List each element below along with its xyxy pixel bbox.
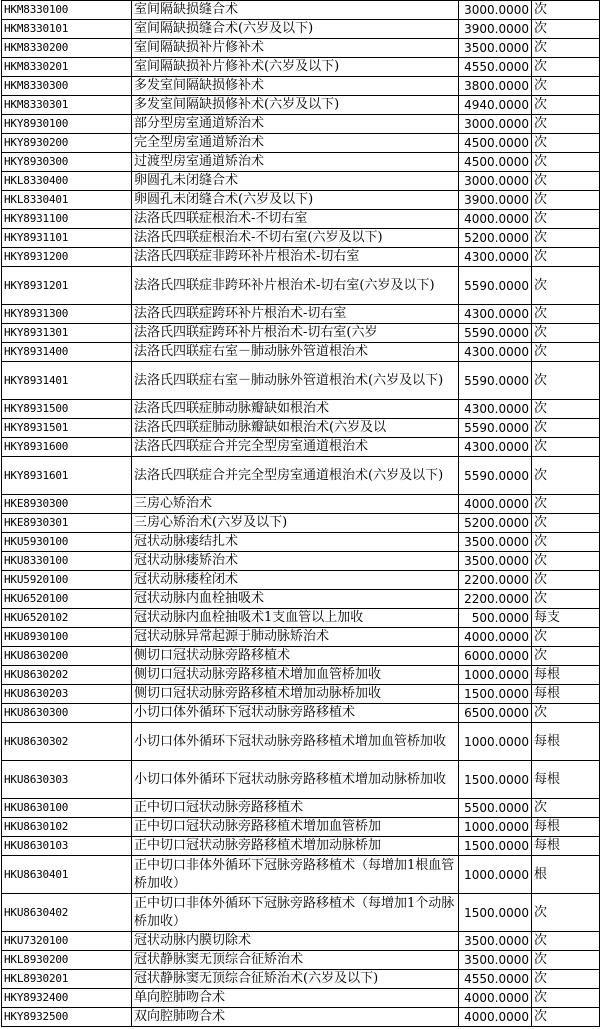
item-price-cell: 4300.0000 <box>459 305 532 324</box>
table-row <box>2 837 600 856</box>
item-code-cell: HKU8630303 <box>2 761 132 799</box>
item-price-cell: 1000.0000 <box>459 818 532 837</box>
item-price-cell: 3500.0000 <box>459 932 532 951</box>
item-unit-cell: 次 <box>532 324 600 343</box>
item-code-cell: HKU6520102 <box>2 609 132 628</box>
item-price-cell: 4000.0000 <box>459 210 532 229</box>
item-price-cell: 3000.0000 <box>459 115 532 134</box>
table-row <box>2 894 600 932</box>
item-price-cell: 6000.0000 <box>459 647 532 666</box>
item-price-cell: 4300.0000 <box>459 438 532 457</box>
item-code-cell: HKY8931401 <box>2 362 132 400</box>
item-code-cell: HKU8630203 <box>2 685 132 704</box>
item-unit-cell: 每根 <box>532 685 600 704</box>
item-code-cell: HKU8630401 <box>2 856 132 894</box>
item-price-cell: 1500.0000 <box>459 894 532 932</box>
table-row <box>2 153 600 172</box>
item-code-cell: HKY8931201 <box>2 267 132 305</box>
item-price-cell: 2200.0000 <box>459 590 532 609</box>
item-price-cell: 5590.0000 <box>459 457 532 495</box>
item-price-cell: 500.0000 <box>459 609 532 628</box>
item-unit-cell: 每根 <box>532 837 600 856</box>
item-unit-cell: 次 <box>532 495 600 514</box>
table-row <box>2 495 600 514</box>
table-row <box>2 685 600 704</box>
item-code-cell: HKL8330401 <box>2 191 132 210</box>
item-code-cell: HKU8630302 <box>2 723 132 761</box>
item-code-cell: HKU5920100 <box>2 571 132 590</box>
item-name-cell: 法洛氏四联症右室－肺动脉外管道根治术 <box>132 343 459 362</box>
item-unit-cell: 次 <box>532 210 600 229</box>
item-price-cell: 4300.0000 <box>459 343 532 362</box>
table-row <box>2 457 600 495</box>
item-code-cell: HKY8930200 <box>2 134 132 153</box>
table-row <box>2 571 600 590</box>
table-row <box>2 818 600 837</box>
item-name-cell: 正中切口冠状动脉旁路移植术增加动脉桥加 <box>132 837 459 856</box>
item-price-cell: 3900.0000 <box>459 20 532 39</box>
item-name-cell: 冠状静脉窦无顶综合征矫治术 <box>132 951 459 970</box>
item-price-cell: 1500.0000 <box>459 837 532 856</box>
item-name-cell: 冠状动脉瘘栓闭术 <box>132 571 459 590</box>
table-row <box>2 134 600 153</box>
table-row <box>2 761 600 799</box>
item-code-cell: HKY8931500 <box>2 400 132 419</box>
item-price-cell: 5590.0000 <box>459 362 532 400</box>
item-name-cell: 法洛氏四联症跨环补片根治术-切右室(六岁 <box>132 324 459 343</box>
item-unit-cell: 次 <box>532 989 600 1008</box>
item-price-cell: 2200.0000 <box>459 571 532 590</box>
item-unit-cell: 次 <box>532 229 600 248</box>
item-code-cell: HKY8930100 <box>2 115 132 134</box>
item-unit-cell: 次 <box>532 96 600 115</box>
item-code-cell: HKY8931300 <box>2 305 132 324</box>
table-row <box>2 438 600 457</box>
item-unit-cell: 次 <box>532 58 600 77</box>
table-row <box>2 305 600 324</box>
item-name-cell: 卵圆孔未闭缝合术 <box>132 172 459 191</box>
item-code-cell: HKM8330100 <box>2 1 132 20</box>
item-code-cell: HKU8930100 <box>2 628 132 647</box>
item-price-cell: 3500.0000 <box>459 39 532 58</box>
table-row <box>2 248 600 267</box>
item-price-cell: 4550.0000 <box>459 970 532 989</box>
item-unit-cell: 次 <box>532 77 600 96</box>
item-code-cell: HKL8930201 <box>2 970 132 989</box>
item-price-cell: 4300.0000 <box>459 400 532 419</box>
table-row <box>2 951 600 970</box>
item-unit-cell: 次 <box>532 932 600 951</box>
item-name-cell: 多发室间隔缺损修补术(六岁及以下) <box>132 96 459 115</box>
item-name-cell: 冠状动脉瘘结扎术 <box>132 533 459 552</box>
table-row <box>2 96 600 115</box>
item-code-cell: HKY8930300 <box>2 153 132 172</box>
item-code-cell: HKL8330400 <box>2 172 132 191</box>
item-price-cell: 3000.0000 <box>459 172 532 191</box>
item-name-cell: 小切口体外循环下冠状动脉旁路移植术增加动脉桥加收 <box>132 761 459 799</box>
table-row <box>2 20 600 39</box>
item-unit-cell: 次 <box>532 533 600 552</box>
item-unit-cell: 次 <box>532 970 600 989</box>
item-price-cell: 4000.0000 <box>459 1008 532 1027</box>
item-name-cell: 侧切口冠状动脉旁路移植术增加动脉桥加收 <box>132 685 459 704</box>
item-name-cell: 冠状动脉异常起源于肺动脉矫治术 <box>132 628 459 647</box>
item-code-cell: HKM8330201 <box>2 58 132 77</box>
table-row <box>2 552 600 571</box>
item-unit-cell: 次 <box>532 799 600 818</box>
table-row <box>2 1008 600 1027</box>
item-name-cell: 正中切口非体外循环下冠脉旁路移植术（每增加1个动脉桥加收） <box>132 894 459 932</box>
table-row <box>2 723 600 761</box>
item-price-cell: 5590.0000 <box>459 419 532 438</box>
item-code-cell: HKU8630402 <box>2 894 132 932</box>
table-row <box>2 343 600 362</box>
item-name-cell: 小切口体外循环下冠状动脉旁路移植术增加血管桥加收 <box>132 723 459 761</box>
item-name-cell: 部分型房室通道矫治术 <box>132 115 459 134</box>
fee-table-body <box>2 1 600 1027</box>
item-price-cell: 5200.0000 <box>459 514 532 533</box>
item-code-cell: HKE8930300 <box>2 495 132 514</box>
item-unit-cell: 次 <box>532 951 600 970</box>
table-row <box>2 324 600 343</box>
item-name-cell: 冠状动脉内血栓抽吸术1支血管以上加收 <box>132 609 459 628</box>
item-code-cell: HKU5930100 <box>2 533 132 552</box>
item-unit-cell: 次 <box>532 267 600 305</box>
item-name-cell: 多发室间隔缺损修补术 <box>132 77 459 96</box>
table-row <box>2 666 600 685</box>
table-row <box>2 172 600 191</box>
item-price-cell: 3900.0000 <box>459 191 532 210</box>
item-name-cell: 法洛氏四联症合并完全型房室通道根治术 <box>132 438 459 457</box>
item-price-cell: 5200.0000 <box>459 229 532 248</box>
item-unit-cell: 次 <box>532 153 600 172</box>
item-name-cell: 过渡型房室通道矫治术 <box>132 153 459 172</box>
item-unit-cell: 次 <box>532 628 600 647</box>
table-row <box>2 989 600 1008</box>
item-name-cell: 法洛氏四联症肺动脉瓣缺如根治术(六岁及以 <box>132 419 459 438</box>
item-code-cell: HKU6520100 <box>2 590 132 609</box>
table-row <box>2 210 600 229</box>
item-code-cell: HKU8330100 <box>2 552 132 571</box>
item-price-cell: 4000.0000 <box>459 989 532 1008</box>
table-row <box>2 58 600 77</box>
item-name-cell: 法洛氏四联症根治术-不切右室 <box>132 210 459 229</box>
item-code-cell: HKY8931501 <box>2 419 132 438</box>
item-code-cell: HKM8330101 <box>2 20 132 39</box>
table-row <box>2 362 600 400</box>
item-price-cell: 4500.0000 <box>459 134 532 153</box>
item-name-cell: 卵圆孔未闭缝合术(六岁及以下) <box>132 191 459 210</box>
table-row <box>2 267 600 305</box>
table-row <box>2 856 600 894</box>
item-name-cell: 冠状动脉内血栓抽吸术 <box>132 590 459 609</box>
table-row <box>2 419 600 438</box>
item-price-cell: 3800.0000 <box>459 77 532 96</box>
table-row <box>2 799 600 818</box>
item-code-cell: HKE8930301 <box>2 514 132 533</box>
item-unit-cell: 次 <box>532 552 600 571</box>
item-unit-cell: 次 <box>532 571 600 590</box>
table-row <box>2 115 600 134</box>
item-unit-cell: 次 <box>532 343 600 362</box>
item-name-cell: 侧切口冠状动脉旁路移植术 <box>132 647 459 666</box>
item-name-cell: 侧切口冠状动脉旁路移植术增加血管桥加收 <box>132 666 459 685</box>
item-name-cell: 室间隔缺损缝合术 <box>132 1 459 20</box>
item-unit-cell: 每根 <box>532 723 600 761</box>
item-price-cell: 1500.0000 <box>459 761 532 799</box>
table-row <box>2 191 600 210</box>
item-code-cell: HKY8931400 <box>2 343 132 362</box>
item-name-cell: 正中切口非体外循环下冠脉旁路移植术（每增加1根血管桥加收） <box>132 856 459 894</box>
item-name-cell: 室间隔缺损补片修补术(六岁及以下) <box>132 58 459 77</box>
item-name-cell: 双向腔肺吻合术 <box>132 1008 459 1027</box>
item-name-cell: 法洛氏四联症非跨环补片根治术-切右室 <box>132 248 459 267</box>
fee-table <box>1 0 600 1027</box>
item-unit-cell: 次 <box>532 400 600 419</box>
item-name-cell: 正中切口冠状动脉旁路移植术增加血管桥加 <box>132 818 459 837</box>
item-name-cell: 冠状动脉内膜切除术 <box>132 932 459 951</box>
item-unit-cell: 次 <box>532 20 600 39</box>
item-code-cell: HKM8330300 <box>2 77 132 96</box>
item-price-cell: 4300.0000 <box>459 248 532 267</box>
item-price-cell: 6500.0000 <box>459 704 532 723</box>
item-unit-cell: 次 <box>532 894 600 932</box>
item-price-cell: 4550.0000 <box>459 58 532 77</box>
item-unit-cell: 次 <box>532 1 600 20</box>
table-row <box>2 704 600 723</box>
item-code-cell: HKL8930200 <box>2 951 132 970</box>
item-price-cell: 5590.0000 <box>459 324 532 343</box>
item-unit-cell: 次 <box>532 514 600 533</box>
item-code-cell: HKU8630300 <box>2 704 132 723</box>
item-name-cell: 室间隔缺损缝合术(六岁及以下) <box>132 20 459 39</box>
item-code-cell: HKU8630103 <box>2 837 132 856</box>
item-name-cell: 小切口体外循环下冠状动脉旁路移植术 <box>132 704 459 723</box>
item-code-cell: HKY8931601 <box>2 457 132 495</box>
table-row <box>2 514 600 533</box>
table-row <box>2 229 600 248</box>
item-name-cell: 法洛氏四联症肺动脉瓣缺如根治术 <box>132 400 459 419</box>
item-code-cell: HKY8931301 <box>2 324 132 343</box>
item-unit-cell: 每根 <box>532 818 600 837</box>
item-price-cell: 3000.0000 <box>459 1 532 20</box>
item-unit-cell: 次 <box>532 647 600 666</box>
item-unit-cell: 次 <box>532 248 600 267</box>
item-name-cell: 冠状静脉窦无顶综合征矫治术(六岁及以下) <box>132 970 459 989</box>
item-price-cell: 3500.0000 <box>459 552 532 571</box>
item-code-cell: HKU8630202 <box>2 666 132 685</box>
item-unit-cell: 每支 <box>532 609 600 628</box>
item-name-cell: 法洛氏四联症跨环补片根治术-切右室 <box>132 305 459 324</box>
item-unit-cell: 次 <box>532 457 600 495</box>
item-unit-cell: 次 <box>532 704 600 723</box>
item-code-cell: HKY8931101 <box>2 229 132 248</box>
item-code-cell: HKY8931100 <box>2 210 132 229</box>
item-name-cell: 法洛氏四联症非跨环补片根治术-切右室(六岁及以下) <box>132 267 459 305</box>
item-name-cell: 正中切口冠状动脉旁路移植术 <box>132 799 459 818</box>
item-unit-cell: 每根 <box>532 761 600 799</box>
item-name-cell: 冠状动脉瘘矫治术 <box>132 552 459 571</box>
item-price-cell: 3500.0000 <box>459 951 532 970</box>
item-name-cell: 法洛氏四联症根治术-不切右室(六岁及以下) <box>132 229 459 248</box>
table-row <box>2 77 600 96</box>
item-unit-cell: 根 <box>532 856 600 894</box>
table-row <box>2 590 600 609</box>
table-row <box>2 932 600 951</box>
item-unit-cell: 次 <box>532 362 600 400</box>
item-unit-cell: 次 <box>532 1008 600 1027</box>
item-unit-cell: 次 <box>532 172 600 191</box>
table-row <box>2 647 600 666</box>
table-row <box>2 970 600 989</box>
table-row <box>2 400 600 419</box>
item-name-cell: 室间隔缺损补片修补术 <box>132 39 459 58</box>
item-code-cell: HKU7320100 <box>2 932 132 951</box>
item-unit-cell: 次 <box>532 419 600 438</box>
item-price-cell: 4000.0000 <box>459 628 532 647</box>
item-price-cell: 5590.0000 <box>459 267 532 305</box>
item-unit-cell: 次 <box>532 134 600 153</box>
item-code-cell: HKM8330301 <box>2 96 132 115</box>
item-code-cell: HKY8932400 <box>2 989 132 1008</box>
table-row <box>2 533 600 552</box>
item-price-cell: 4000.0000 <box>459 495 532 514</box>
item-name-cell: 三房心矫治术 <box>132 495 459 514</box>
item-code-cell: HKU8630102 <box>2 818 132 837</box>
table-row <box>2 609 600 628</box>
table-row <box>2 1 600 20</box>
item-code-cell: HKU8630100 <box>2 799 132 818</box>
item-name-cell: 完全型房室通道矫治术 <box>132 134 459 153</box>
item-unit-cell: 次 <box>532 191 600 210</box>
item-name-cell: 法洛氏四联症合并完全型房室通道根治术(六岁及以下) <box>132 457 459 495</box>
item-code-cell: HKU8630200 <box>2 647 132 666</box>
item-price-cell: 1000.0000 <box>459 666 532 685</box>
item-price-cell: 3500.0000 <box>459 533 532 552</box>
item-unit-cell: 次 <box>532 305 600 324</box>
item-price-cell: 4940.0000 <box>459 96 532 115</box>
item-unit-cell: 每根 <box>532 666 600 685</box>
table-row <box>2 39 600 58</box>
item-unit-cell: 次 <box>532 438 600 457</box>
item-price-cell: 1500.0000 <box>459 685 532 704</box>
table-row <box>2 628 600 647</box>
item-code-cell: HKY8931200 <box>2 248 132 267</box>
item-price-cell: 1000.0000 <box>459 856 532 894</box>
item-code-cell: HKY8932500 <box>2 1008 132 1027</box>
item-name-cell: 单向腔肺吻合术 <box>132 989 459 1008</box>
item-unit-cell: 次 <box>532 590 600 609</box>
item-code-cell: HKM8330200 <box>2 39 132 58</box>
item-name-cell: 法洛氏四联症右室－肺动脉外管道根治术(六岁及以下) <box>132 362 459 400</box>
item-code-cell: HKY8931600 <box>2 438 132 457</box>
item-price-cell: 4500.0000 <box>459 153 532 172</box>
item-unit-cell: 次 <box>532 39 600 58</box>
item-price-cell: 1000.0000 <box>459 723 532 761</box>
item-price-cell: 5500.0000 <box>459 799 532 818</box>
item-name-cell: 三房心矫治术(六岁及以下) <box>132 514 459 533</box>
item-unit-cell: 次 <box>532 115 600 134</box>
